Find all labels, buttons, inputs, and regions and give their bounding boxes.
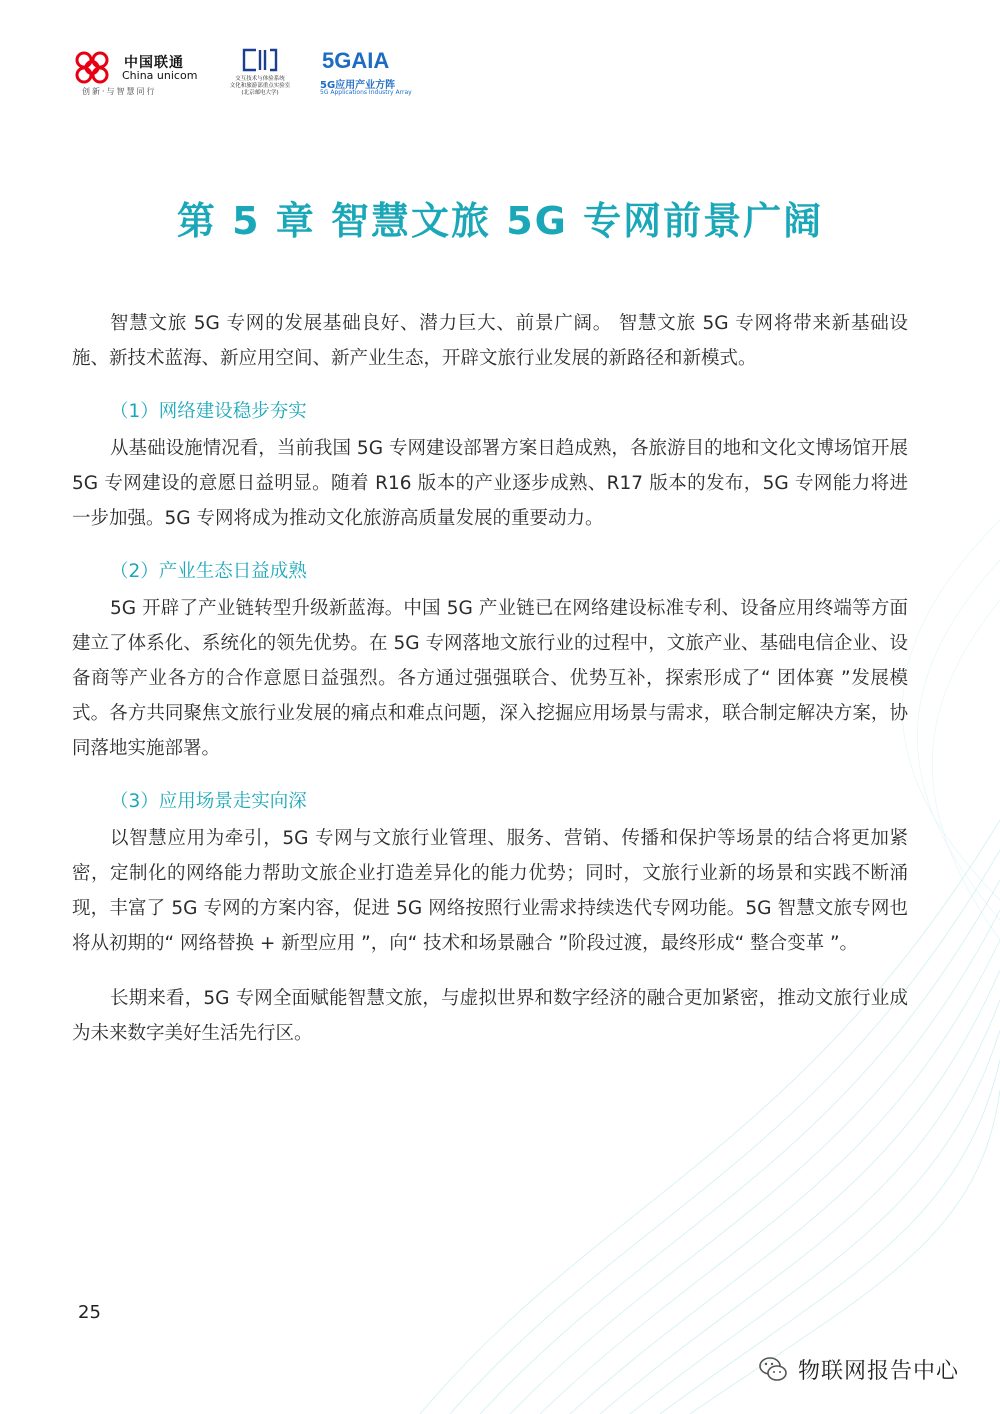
aia-logo [318,44,412,100]
unicom-name-cn: 中国联通 [124,55,184,71]
lab-emblem-icon [240,46,280,74]
intro-paragraph: 智慧文旅 5G 专网的发展基础良好、潜力巨大、前景广阔。 智慧文旅 5G 专网将带来新基础设施、新技术蓝海、新应用空间、新产业生态，开辟文旅行业发展的新路径和新模式。 [72,313,908,369]
lab-logo [220,44,300,100]
china-unicom-logo [70,44,200,100]
aia-name-cn: 5G应用产业方阵 [320,80,396,91]
section-3-body: 以智慧应用为牵引，5G 专网与文旅行业管理、服务、营销、传播和保护等场景的结合将更加紧密，定制化的网络能力帮助文旅企业打造差异化的能力优势；同时，文旅行业新的场景和实践不断涌现，丰富了 5G 专网的方案内容，促进 5G 网络按照行业需求持续迭代专网功能。5G 智慧文旅专网也将从初期的“ 网络替换 + 新型应用 ”，向“ 技术和场景融合 ”阶段过渡，最终形成“ 整合变革 ”。 [72,828,908,954]
unicom-knot-icon [70,48,120,88]
lab-name: 交互技术与体验系统 文化和旅游部重点实验室 (北京邮电大学) [229,76,291,96]
section-3-heading: （3）应用场景走实向深 [110,791,307,812]
wechat-icon [758,1355,788,1383]
aia-name-en: 5G Applications Industry Array [320,89,412,96]
wechat-watermark [758,1352,959,1386]
section-1-heading: （1）网络建设稳步夯实 [110,401,307,422]
aia-mark: 5GAIA [322,48,390,73]
section-2-heading: （2）产业生态日益成熟 [110,561,307,582]
section-2-body: 5G 开辟了产业链转型升级新蓝海。中国 5G 产业链已在网络建设标准专利、设备应用终端等方面建立了体系化、系统化的领先优势。在 5G 专网落地文旅行业的过程中，文旅产业、基础电信企业、设备商等产业各方的合作意愿日益强烈。各方通过强强联合、优势互补，探索形成了“ 团体赛 ”发展模式。各方共同聚焦文旅行业发展的痛点和难点问题，深入挖掘应用场景与需求，联合制定解决方案，协同落地实施部署。 [72,598,908,759]
watermark-text: 物联网报告中心 [798,1358,960,1384]
unicom-name-en: China unicom [122,69,198,82]
chapter-body [72,306,908,1051]
page-number: 25 [78,1302,101,1323]
unicom-slogan: 创新·与智慧同行 [82,87,157,96]
chapter-title: 第 5 章 智慧文旅 5G 专网前景广阔 [176,199,824,243]
closing-paragraph: 长期来看，5G 专网全面赋能智慧文旅，与虚拟世界和数字经济的融合更加紧密，推动文旅行业成为未来数字美好生活先行区。 [72,988,908,1044]
section-1-body: 从基础设施情况看，当前我国 5G 专网建设部署方案日趋成熟，各旅游目的地和文化文博场馆开展 5G 专网建设的意愿日益明显。随着 R16 版本的产业逐步成熟、R17 版本的发布，5G 专网能力将进一步加强。5G 专网将成为推动文化旅游高质量发展的重要动力。 [72,438,908,529]
